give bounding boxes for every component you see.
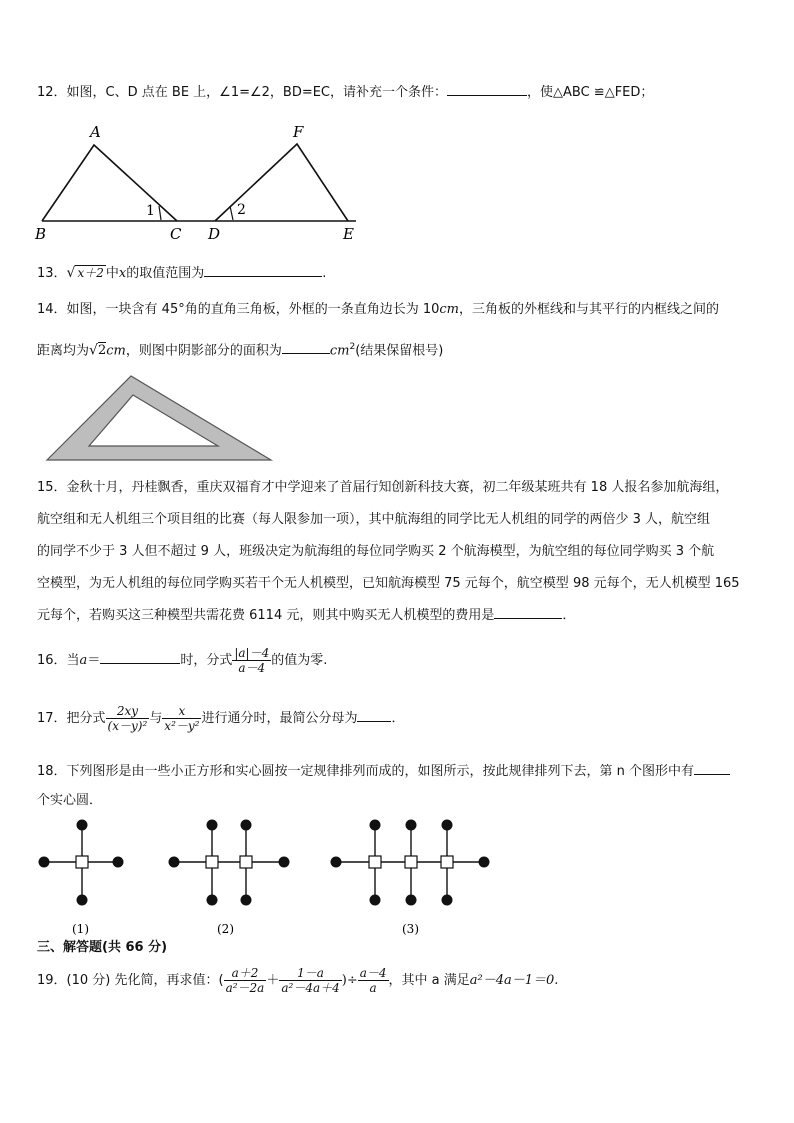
- q19-fraction-3: [358, 966, 389, 995]
- q19-f1-den: a²－2a: [225, 981, 265, 995]
- q17-f2-num: x: [178, 704, 186, 718]
- q16-eq: ＝: [87, 653, 101, 668]
- q19-plus: ＋: [266, 973, 280, 988]
- q13-text-b: 的取值范围为: [126, 266, 205, 281]
- q15-line-1: 15．金秋十月，丹桂飘香，重庆双福育才中学迎来了首届行知创新科技大赛，初二年级某班共有 18 人报名参加航海组，: [37, 480, 729, 495]
- q17-text-d: ．: [391, 711, 405, 726]
- q17-f1-num: 2xy: [116, 704, 138, 718]
- sqrt-sign-icon: √: [89, 342, 98, 359]
- q16-var: a: [79, 653, 88, 668]
- q17-text-a: 17．把分式: [37, 711, 106, 726]
- small-square: [76, 856, 88, 868]
- q13-number: 13．: [37, 266, 67, 281]
- pattern-figure-2: [169, 820, 290, 937]
- q13-radicand: x＋2: [77, 266, 104, 280]
- label-d: D: [208, 225, 221, 243]
- q19-condition: a²－4a－1＝0.: [469, 973, 559, 988]
- solid-circle: [406, 895, 417, 906]
- q14-sup: 2: [349, 342, 356, 352]
- q14-line1-a: 14．如图，一块含有 45°角的直角三角板，外框的一条直角边长为 10: [37, 302, 440, 317]
- q16-fraction: [232, 646, 271, 675]
- q13-answer-blank[interactable]: [204, 262, 322, 277]
- q16-frac-num: |a|－4: [234, 646, 270, 660]
- q19-f1-num: a＋2: [231, 966, 259, 980]
- q16-answer-blank[interactable]: [100, 649, 180, 664]
- solid-circle: [207, 820, 218, 831]
- q15-line-4: 空模型，为无人机组的每位同学购买若干个无人机模型，已知航海模型 75 元每个，航空模型 98 元每个，无人机模型 165: [37, 576, 740, 591]
- fig-label-2: (2): [217, 922, 234, 936]
- q14-answer-blank[interactable]: [282, 339, 330, 354]
- q18-answer-blank[interactable]: [694, 760, 730, 775]
- q14-line2-b: ，则图中阴影部分的面积为: [125, 343, 282, 359]
- solid-circle: [406, 820, 417, 831]
- solid-circle: [77, 820, 88, 831]
- question-14-line-2: [37, 337, 443, 361]
- question-19: [37, 962, 558, 1002]
- pattern-figure-1: [39, 820, 124, 937]
- question-14-line-1: [37, 300, 719, 320]
- label-angle-2: 2: [237, 202, 246, 218]
- triangle-abc: [42, 145, 177, 221]
- q19-fraction-2: [279, 966, 341, 995]
- q13-var: x: [118, 266, 127, 281]
- q19-f3-num: a－4: [359, 966, 387, 980]
- small-square: [369, 856, 381, 868]
- q17-f2-den: x²－y²: [164, 719, 200, 733]
- question-16: [37, 642, 327, 682]
- q18-line1: 18．下列图形是由一些小正方形和实心圆按一定规律排列而成的，如图所示，按此规律排列下去，第 n 个图形中有: [37, 764, 695, 779]
- sqrt-sign-icon: √: [66, 265, 76, 281]
- q14-unit2: cm: [329, 343, 350, 359]
- q14-line2-c: (结果保留根号): [355, 343, 444, 359]
- solid-circle: [241, 895, 252, 906]
- label-angle-1: 1: [146, 203, 155, 219]
- q15-last-b: ．: [562, 608, 576, 623]
- q17-text-b: 与: [149, 711, 163, 726]
- q18-line-2: 个实心圆．: [37, 793, 103, 808]
- q14-sqrt-num: 2: [97, 343, 107, 359]
- q15-line-5: [37, 604, 575, 626]
- q14-set-square-figure: [45, 374, 275, 462]
- question-13: [37, 262, 326, 284]
- q13-end: .: [322, 266, 327, 281]
- solid-circle: [241, 820, 252, 831]
- question-17: [37, 700, 405, 740]
- small-square: [206, 856, 218, 868]
- q19-f3-den: a: [358, 980, 389, 995]
- q17-answer-blank[interactable]: [357, 707, 391, 722]
- q14-unit-cm: cm: [106, 343, 126, 359]
- q15-last-a: 元每个，若购买这三种模型共需花费 6114 元，则其中购买无人机模型的费用是: [37, 608, 495, 623]
- q16-text-a: 16．当: [37, 653, 80, 668]
- solid-circle: [169, 857, 180, 868]
- q18-pattern-figure: [34, 816, 494, 940]
- q14-line2-a: 距离均为: [37, 343, 90, 359]
- q12-answer-blank[interactable]: [447, 81, 527, 96]
- solid-circle: [331, 857, 342, 868]
- solid-circle: [39, 857, 50, 868]
- solid-circle: [370, 895, 381, 906]
- pattern-figure-3: [331, 820, 490, 937]
- q15-line-2: 航空组和无人机组三个项目组的比赛（每人限参加一项），其中航海组的同学比无人机组的同学的两倍少 3 人，航空组: [37, 512, 711, 527]
- label-f: F: [293, 123, 304, 141]
- solid-circle: [442, 895, 453, 906]
- solid-circle: [113, 857, 124, 868]
- solid-circle: [77, 895, 88, 906]
- section-heading: 三、解答题(共 66 分): [37, 940, 168, 955]
- triangle-fed: [215, 144, 348, 221]
- label-c: C: [170, 225, 182, 243]
- question-18-line-1: [37, 760, 730, 782]
- shaded-frame: [47, 376, 271, 460]
- q19-fraction-1: [224, 966, 267, 995]
- q19-close: )÷: [341, 973, 358, 988]
- fig-label-3: (3): [402, 922, 419, 936]
- angle-1-arc: [159, 206, 161, 220]
- small-square: [240, 856, 252, 868]
- q14-line1-b: ，三角板的外框线和与其平行的内框线之间的: [459, 302, 720, 317]
- label-e: E: [343, 225, 354, 243]
- solid-circle: [279, 857, 290, 868]
- q12-triangles-figure: [30, 120, 370, 245]
- q19-f2-num: 1－a: [297, 966, 324, 980]
- q13-text-a: 中: [105, 266, 119, 281]
- q16-text-c: 的值为零.: [271, 653, 328, 668]
- q17-fraction-2: [162, 704, 201, 733]
- q12-text-b: ，使△ABC ≌△FED；: [527, 85, 654, 100]
- q17-text-c: 进行通分时，最简公分母为: [201, 711, 358, 726]
- q14-unit: cm: [439, 302, 460, 317]
- solid-circle: [207, 895, 218, 906]
- q19-text-b: ，其中 a 满足: [388, 973, 470, 988]
- fig-label-1: (1): [72, 922, 89, 936]
- q15-line-3: 的同学不少于 3 人但不超过 9 人，班级决定为航海组的每位同学购买 2 个航海模型，为航空组的每位同学购买 3 个航: [37, 544, 715, 559]
- q19-f2-den: a²－4a＋4: [281, 981, 340, 995]
- solid-circle: [479, 857, 490, 868]
- label-a: A: [90, 123, 101, 141]
- label-b: B: [35, 225, 47, 243]
- small-square: [441, 856, 453, 868]
- question-12: [37, 81, 653, 103]
- q12-text-a: 12．如图，C、D 点在 BE 上，∠1=∠2，BD=EC，请补充一个条件：: [37, 85, 448, 100]
- q19-text-a: 19．(10 分) 先化简，再求值：(: [37, 973, 224, 988]
- solid-circle: [442, 820, 453, 831]
- q16-frac-den: a－4: [232, 660, 271, 675]
- q16-text-b: 时，分式: [180, 653, 233, 668]
- q17-f1-den: (x－y)²: [107, 719, 148, 733]
- small-square: [405, 856, 417, 868]
- q17-fraction-1: [106, 704, 150, 733]
- q15-answer-blank[interactable]: [494, 604, 562, 619]
- solid-circle: [370, 820, 381, 831]
- angle-2-arc: [230, 206, 233, 220]
